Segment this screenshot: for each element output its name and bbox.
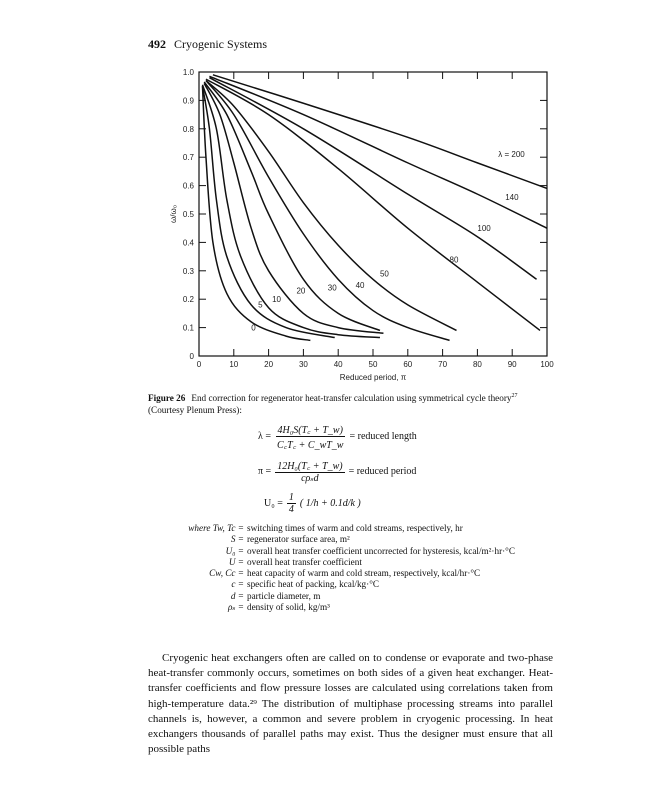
curve-label: 100: [477, 224, 491, 234]
paragraph: Cryogenic heat exchangers often are called on to condense or evaporate and two-phase heat-transfer commonly occurs, sometimes on both sides of a given heat exchanger. Heat-transfer coefficients and flow pressure losses are calculated using correlations taken from high-temperature data.²⁹ The distribution of multiphase processing streams into parallel channels is, however, a common and severe problem in cryogenic processing. In heat exchangers thousands of parallel paths may exist. Thus the designer must ensure that all possible paths: [148, 652, 553, 756]
y-axis-label: ω/ω₀: [169, 204, 178, 224]
figure-label: Figure 26: [148, 393, 186, 404]
y-tick-label: 0.5: [182, 210, 194, 219]
curve-label: 10: [272, 295, 281, 305]
definition-symbol: ρₛ =: [227, 602, 244, 613]
curve-lambda-80: [206, 79, 540, 333]
running-title: Cryogenic Systems: [174, 37, 267, 51]
definition-row: [148, 602, 515, 613]
x-tick-label: 80: [472, 360, 482, 369]
definition-text: heat capacity of warm and cold stream, respectively, kcal/hr·°C: [247, 568, 481, 579]
eq-numerator: 4H₀S(T꜀ + T_w): [276, 422, 345, 437]
y-tick-label: 0.4: [182, 238, 194, 248]
eq-lhs: U₀ =: [264, 498, 283, 509]
x-tick-label: 10: [229, 360, 239, 369]
definition-row: [148, 534, 515, 545]
y-tick-label: 0.9: [182, 96, 194, 106]
definition-text: overall heat transfer coefficient: [247, 556, 362, 567]
eq-rhs: = reduced length: [349, 431, 417, 442]
y-tick-label: 0.3: [182, 266, 194, 276]
figure-26-chart: [0, 0, 647, 390]
eq-lhs: π =: [258, 465, 272, 477]
curve-label: 140: [505, 192, 519, 202]
x-tick-label: 30: [298, 360, 308, 369]
definition-row: [148, 568, 515, 579]
y-tick-label: 0.1: [182, 323, 194, 333]
definition-symbol: S =: [230, 534, 244, 545]
eq-numerator: 12H₀(T꜀ + T_w): [275, 458, 344, 473]
y-tick-label: 0: [189, 352, 194, 361]
plot-frame: [199, 72, 547, 356]
x-tick-label: 100: [540, 360, 554, 369]
eq-denominator: 4: [288, 504, 294, 515]
symbol-definitions: [148, 523, 515, 613]
definition-row: [148, 557, 515, 568]
eq-rhs: = reduced period: [348, 465, 417, 477]
definition-text: specific heat of packing, kcal/kg·°C: [247, 579, 379, 590]
x-tick-label: 90: [507, 360, 517, 369]
definition-symbol: Cw, Cc =: [209, 568, 244, 579]
curve-label: 50: [379, 269, 389, 279]
curve-label: λ = 200: [498, 150, 525, 160]
curve-label: 80: [449, 255, 459, 265]
figure-caption: [148, 391, 558, 416]
page-number: 492: [148, 37, 166, 51]
definition-text: regenerator surface area, m²: [247, 534, 350, 545]
curve-label: 30: [327, 283, 337, 293]
curve-label: 5: [258, 300, 263, 310]
eq-denominator: cρₛd: [301, 473, 319, 484]
definition-text: density of solid, kg/m³: [247, 602, 330, 613]
definition-symbol: c =: [231, 579, 244, 590]
equation-reduced-period: [258, 458, 416, 484]
definition-symbol: d =: [230, 590, 244, 601]
x-tick-label: 60: [403, 360, 413, 369]
equation-reduced-length: [258, 422, 417, 451]
curve-label: 20: [296, 286, 306, 296]
x-tick-label: 0: [196, 360, 202, 369]
body-text: [148, 651, 553, 757]
definition-symbol: U₀ =: [225, 545, 244, 556]
y-tick-label: 0.6: [182, 181, 194, 191]
y-tick-label: 0.2: [182, 295, 194, 305]
definition-text: switching times of warm and cold streams, respectively, hr: [247, 523, 463, 533]
caption-text: End correction for regenerator heat-transfer calculation using symmetrical cycle theory: [191, 393, 512, 404]
definition-row: [148, 523, 515, 534]
x-tick-label: 70: [438, 360, 448, 369]
definition-row: [148, 546, 515, 557]
x-tick-label: 20: [264, 360, 274, 369]
definition-row: [148, 579, 515, 590]
caption-courtesy: (Courtesy Plenum Press):: [148, 404, 242, 415]
definition-symbol: U =: [228, 556, 244, 567]
curve-lambda-40: [206, 81, 450, 341]
curve-label: 0: [251, 323, 256, 333]
y-tick-label: 0.7: [182, 153, 194, 163]
eq-lhs: λ =: [258, 431, 271, 442]
definition-text: particle diameter, m: [247, 590, 321, 601]
eq-denominator: C꜀T꜀ + C_wT_w: [277, 440, 344, 451]
curve-lambda-200: [213, 75, 547, 189]
curve-lambda-10: [202, 85, 379, 338]
y-tick-label: 1.0: [182, 68, 194, 77]
y-tick-label: 0.8: [182, 124, 194, 134]
definition-text: overall heat transfer coefficient uncorrected for hysteresis, kcal/m²·hr·°C: [247, 545, 515, 556]
equation-u0: [264, 492, 361, 515]
definition-row: [148, 591, 515, 602]
eq-paren: ( 1/h + 0.1d/k ): [299, 498, 361, 509]
caption-ref: 27: [511, 393, 518, 399]
x-tick-label: 40: [333, 360, 343, 369]
eq-numerator: 1: [288, 492, 294, 503]
x-tick-label: 50: [368, 360, 378, 369]
curve-label: 40: [355, 280, 365, 290]
curve-lambda-140: [209, 76, 547, 228]
definition-symbol: where Tw, Tc =: [188, 523, 244, 533]
x-axis-label: Reduced period, π: [339, 373, 407, 382]
